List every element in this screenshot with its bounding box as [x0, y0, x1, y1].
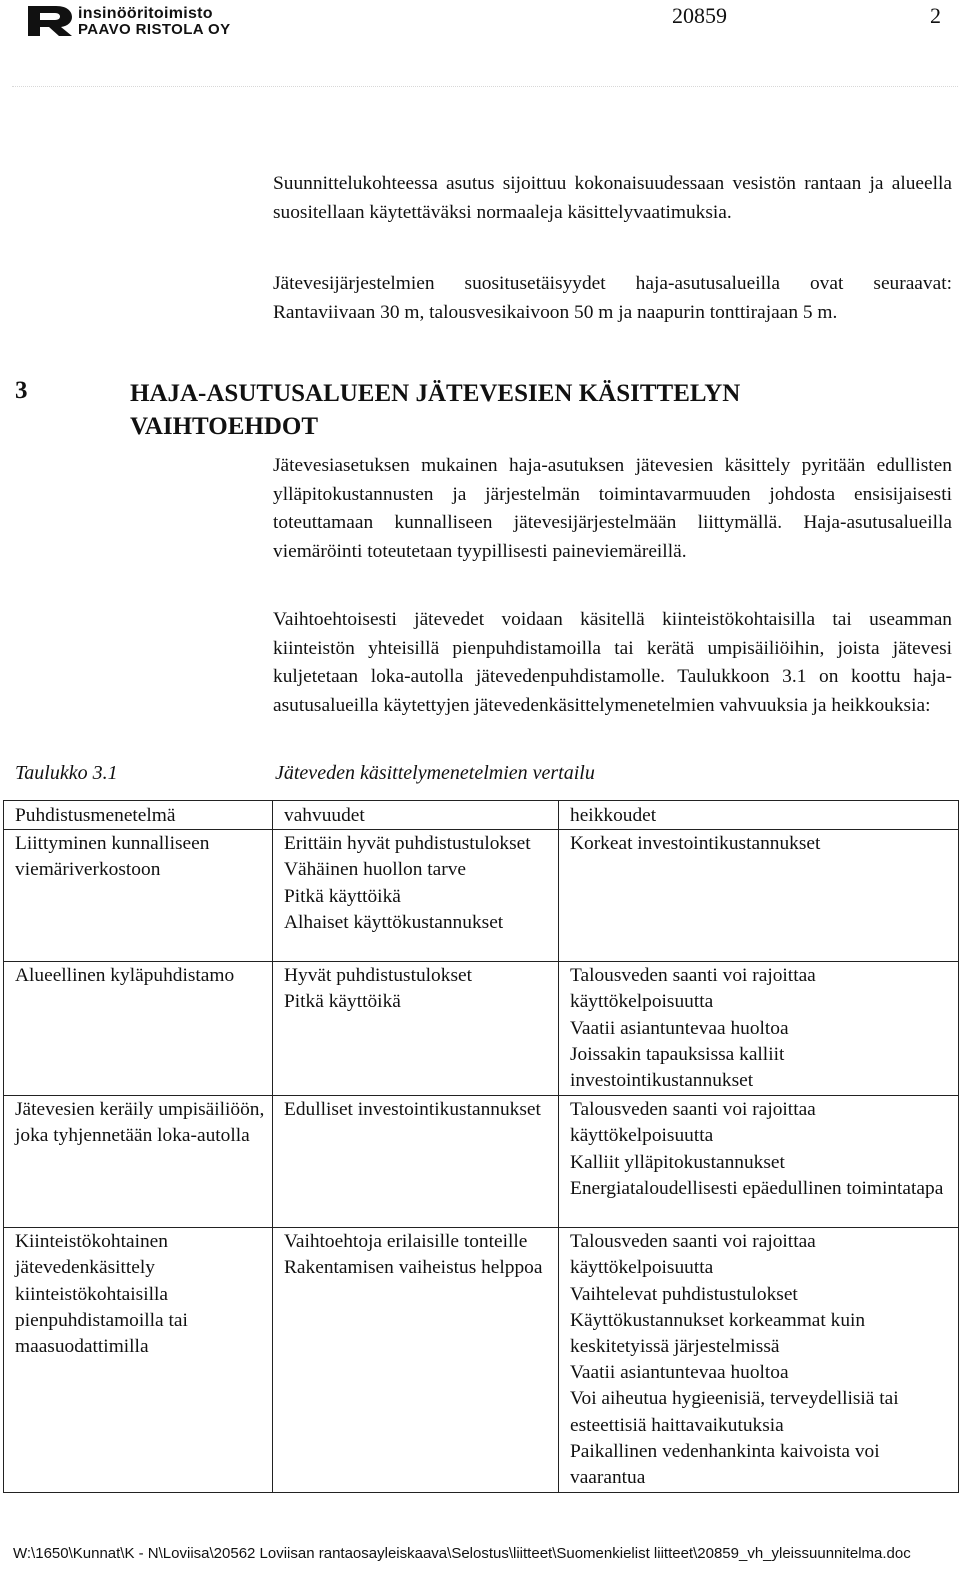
section-number: 3 — [15, 377, 28, 404]
weakness-item: Korkeat investointikustannukset — [570, 833, 821, 855]
header-strengths: vahvuudet — [273, 801, 559, 830]
weakness-item: Energiataloudellisesti epäedullinen toimintatapa — [570, 1177, 944, 1199]
strength-item: Pitkä käyttöikä — [284, 885, 401, 907]
strength-item: Erittäin hyvät puhdistustulokset — [284, 833, 531, 855]
method-cell: Kiinteistökohtainen jätevedenkäsittely kiinteistökohtaisilla pienpuhdistamoilla tai maasuodattimilla — [4, 1228, 273, 1493]
method-cell: Liittyminen kunnalliseen viemäriverkostoon — [4, 830, 273, 962]
logo-line-2: PAAVO RISTOLA OY — [78, 21, 231, 38]
section-paragraph-1: Jätevesiasetuksen mukainen haja-asutuksen jätevesien käsittely pyritään edullisten ylläpitokustannusten ja järjestelmän toimintavarmuuden johdosta ensisijaisesti toteuttamaan kunnalliseen jätevesijärjestelmään liittymällä. Haja-asutusalueilla viemäröinti toteutetaan tyypillisesti paineviemäreillä. — [273, 455, 952, 562]
strength-item: Rakentamisen vaiheistus helppoa — [284, 1257, 543, 1279]
table-row — [4, 1096, 959, 1228]
method-cell: Jätevesien keräily umpisäiliöön, joka tyhjennetään loka-autolla — [4, 1096, 273, 1228]
weakness-item: Vaatii asiantuntevaa huoltoa — [570, 1362, 789, 1384]
document-number: 20859 — [672, 3, 727, 28]
table-caption-label: Taulukko 3.1 — [15, 762, 118, 784]
weakness-item: Talousveden saanti voi rajoittaa käyttökelpoisuutta — [570, 1099, 816, 1147]
weakness-item: Talousveden saanti voi rajoittaa käyttökelpoisuutta — [570, 1231, 816, 1279]
intro-paragraph-2: Jätevesijärjestelmien suositusetäisyydet haja-asutusalueilla ovat seuraavat: Rantaviivaan 30 m, talousvesikaivoon 50 m ja naapurin tonttirajaan 5 m. — [273, 273, 952, 323]
weaknesses-cell — [559, 962, 959, 1096]
strengths-cell — [273, 1228, 559, 1493]
weaknesses-cell — [559, 1228, 959, 1493]
company-logo — [26, 4, 288, 38]
weakness-item: Paikallinen vedenhankinta kaivoista voi vaarantua — [570, 1440, 880, 1489]
section-heading: HAJA-ASUTUSALUEEN JÄTEVESIEN KÄSITTELYN VAIHTOEHDOT — [130, 380, 741, 440]
strengths-cell — [273, 1096, 559, 1228]
method-cell: Alueellinen kyläpuhdistamo — [4, 962, 273, 1096]
comparison-table — [3, 800, 959, 1493]
header-weaknesses: heikkoudet — [559, 801, 959, 830]
strength-item: Vaihtoehtoja erilaisille tonteille — [284, 1231, 528, 1253]
section-paragraph-2: Vaihtoehtoisesti jätevedet voidaan käsitellä kiinteistökohtaisilla tai useamman kiinteistön yhteisillä pienpuhdistamoilla tai kerätä umpisäiliöihin, joista jätevesi kuljetetaan loka-autolla jätevedenpuhdistamolle. Taulukkoon 3.1 on koottu haja-asutusalueilla käytettyjen jätevedenkäsittelymenetelmien vahvuuksia ja heikkouksia: — [273, 609, 952, 716]
weakness-item: Talousveden saanti voi rajoittaa käyttökelpoisuutta — [570, 965, 816, 1013]
table-caption-title: Jäteveden käsittelymenetelmien vertailu — [275, 762, 595, 784]
strength-item: Pitkä käyttöikä — [284, 991, 401, 1013]
strength-item: Edulliset investointikustannukset — [284, 1099, 541, 1121]
table-header-row — [4, 801, 959, 830]
logo-line-1: insinööritoimisto — [78, 5, 213, 22]
weakness-item: Vaihtelevat puhdistustulokset — [570, 1283, 798, 1305]
weakness-item: Kalliit ylläpitokustannukset — [570, 1151, 785, 1173]
weakness-item: Joissakin tapauksissa kalliit investointikustannukset — [570, 1043, 785, 1092]
file-path-footer: W:\1650\Kunnat\K - N\Loviisa\20562 Loviisan rantaosayleiskaava\Selostus\liitteet\Suomenkielist liitteet\20859_vh_yleissuunnitelma.doc — [13, 1545, 911, 1562]
strength-item: Vähäinen huollon tarve — [284, 859, 466, 881]
table-row — [4, 962, 959, 1096]
strength-item: Alhaiset käyttökustannukset — [284, 911, 504, 933]
weakness-item: Käyttökustannukset korkeammat kuin keskitetyissä järjestelmissä — [570, 1309, 866, 1358]
weaknesses-cell — [559, 830, 959, 962]
strengths-cell — [273, 962, 559, 1096]
header-method: Puhdistusmenetelmä — [4, 801, 273, 830]
table-row — [4, 1228, 959, 1493]
page-number: 2 — [930, 3, 941, 28]
table-row — [4, 830, 959, 962]
logo-r-mark — [26, 4, 74, 38]
strengths-cell — [273, 830, 559, 962]
weakness-item: Vaatii asiantuntevaa huoltoa — [570, 1017, 789, 1039]
header-divider — [12, 86, 958, 87]
intro-paragraph-1: Suunnittelukohteessa asutus sijoittuu kokonaisuudessaan vesistön rantaan ja alueella suositellaan käytettäväksi normaaleja käsittelyvaatimuksia. — [273, 173, 952, 223]
weaknesses-cell — [559, 1096, 959, 1228]
weakness-item: Voi aiheutua hygieenisiä, terveydellisiä tai esteettisiä haittavaikutuksia — [570, 1388, 899, 1436]
strength-item: Hyvät puhdistustulokset — [284, 965, 472, 987]
